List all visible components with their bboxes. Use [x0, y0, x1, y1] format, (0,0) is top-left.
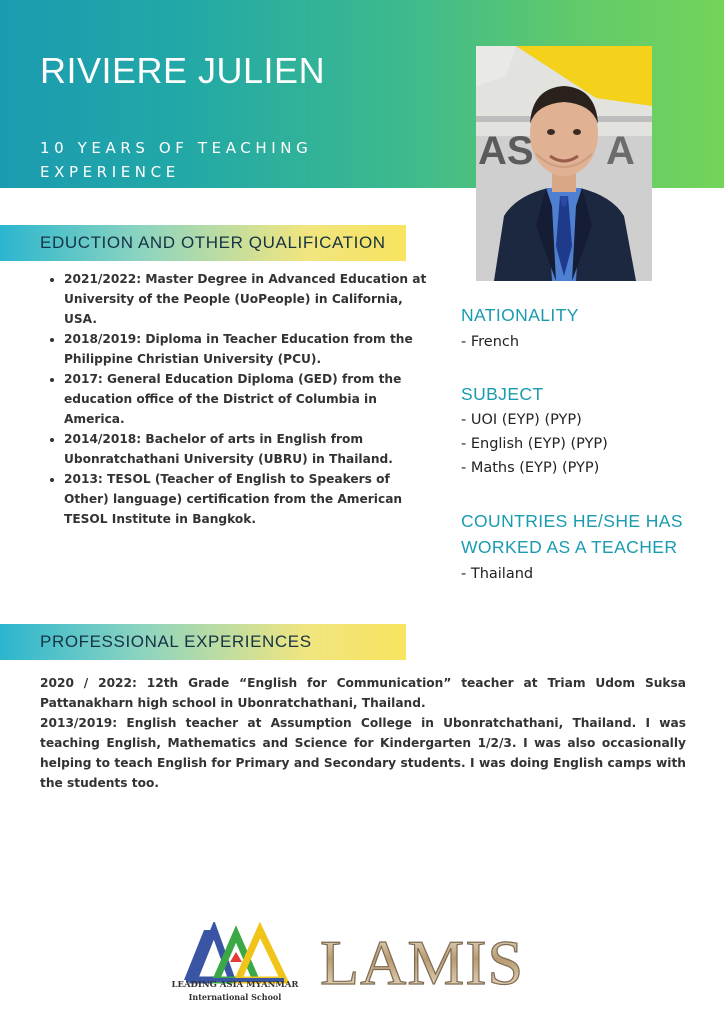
- education-list: [46, 269, 430, 529]
- lamis-wordmark: [320, 928, 530, 992]
- list-item: • 2017: General Education Diploma (GED) from the education office of the District of Columbia in America.: [64, 369, 430, 429]
- subject-item: - Maths (EYP) (PYP): [461, 460, 600, 476]
- education-title: EDUCTION AND OTHER QUALIFICATION: [40, 233, 386, 252]
- list-item: • 2021/2022: Master Degree in Advanced Education at University of the People (UoPeople) in California, USA.: [64, 269, 430, 329]
- portrait-illustration: [476, 46, 652, 281]
- experience-title: PROFESSIONAL EXPERIENCES: [40, 632, 312, 651]
- list-item: • 2014/2018: Bachelor of arts in English from Ubonratchathani University (UBRU) in Thailand.: [64, 429, 430, 469]
- teacher-photo: [476, 46, 652, 281]
- subject-heading: SUBJECT: [461, 384, 544, 404]
- experience-section-bar: [0, 624, 406, 660]
- nationality-heading: NATIONALITY: [461, 305, 579, 325]
- countries-heading: COUNTRIES HE/SHE HAS WORKED AS A TEACHER: [461, 511, 683, 557]
- education-section-bar: [0, 225, 406, 261]
- list-item: • 2013: TESOL (Teacher of English to Speakers of Other) language) certification from the American TESOL Institute in Bangkok.: [64, 469, 430, 529]
- subject-item: - English (EYP) (PYP): [461, 436, 608, 452]
- school-logo-icon: [180, 922, 290, 1022]
- experience-text: [40, 673, 686, 793]
- subject-item: - UOI (EYP) (PYP): [461, 412, 582, 428]
- school-name: LEADING ASIA MYANMAR: [171, 980, 299, 990]
- list-item: • 2018/2019: Diploma in Teacher Education from the Philippine Christian University (PCU).: [64, 329, 430, 369]
- experience-tagline: 10 YEARS OF TEACHING EXPERIENCE: [40, 139, 313, 181]
- school-type: International School: [188, 992, 282, 1002]
- teacher-name: RIVIERE JULIEN: [40, 50, 326, 91]
- experience-paragraph: 2020 / 2022: 12th Grade “English for Communication” teacher at Triam Udom Suksa Pattanakharn high school in Ubonratchathani, Thailand.: [40, 676, 686, 710]
- experience-paragraph: 2013/2019: English teacher at Assumption College in Ubonratchathani, Thailand. I was teaching English, Mathematics and Science for Kindergarten 1/2/3. I was also occasionally helping to teach English for Primary and Secondary students. I was doing English camps with the students too.: [40, 716, 686, 790]
- nationality-value: - French: [461, 334, 520, 350]
- brand-text: LAMIS: [320, 928, 525, 992]
- countries-value: - Thailand: [461, 566, 534, 582]
- svg-text:AS: AS: [478, 129, 534, 173]
- svg-text:A: A: [606, 129, 635, 173]
